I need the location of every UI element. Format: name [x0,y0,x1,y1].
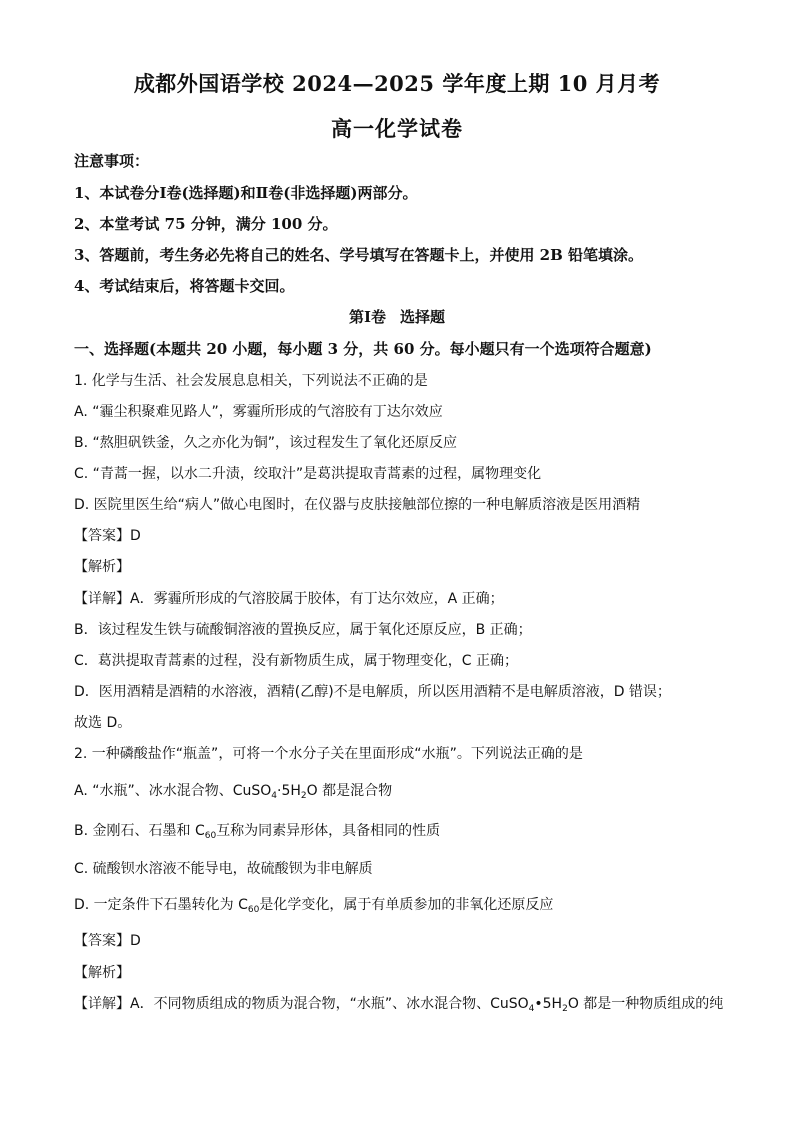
exam-title: 成都外国语学校 2024—2025 学年度上期 10 月月考 [133,71,661,96]
q2-detail-text-2: •5H [534,996,563,1012]
q2-option-d [74,894,734,914]
notice-item-1: 1、本试卷分Ⅰ卷(选择题)和Ⅱ卷(非选择题)两部分。 [74,184,418,202]
q1-analysis-label: 【解析】 [74,559,130,575]
q2-option-a-sub-1: 4 [271,791,278,801]
q2-option-a-text-3: O 都是混合物 [306,783,393,799]
q2-detail-sub-2: 2 [562,1004,568,1014]
q1-detail-b: B．该过程发生铁与硫酸铜溶液的置换反应，属于氧化还原反应，B 正确； [74,622,532,638]
notice-item-3: 3、答题前，考生务必先将自己的姓名、学号填写在答题卡上，并使用 2B 铅笔填涂。 [74,246,644,264]
section-label: 第Ⅰ卷 [348,308,386,326]
q2-detail-sub-1: 4 [528,1004,535,1014]
q2-option-d-sub: 60 [247,905,260,915]
section-instruction: 一、选择题(本题共 20 小题，每小题 3 分，共 60 分。每小题只有一个选项符合题意) [74,340,652,358]
q2-option-b-text-2: 互称为同素异形体，具备相同的性质 [216,823,441,839]
q2-option-a-text-2: ·5H [277,783,301,799]
q1-stem: 1. 化学与生活、社会发展息息相关，下列说法不正确的是 [74,373,428,389]
q1-option-d: D. 医院里医生给“病人”做心电图时，在仪器与皮肤接触部位擦的一种电解质溶液是医用酒精 [74,497,641,513]
q1-detail-c: C．葛洪提取青蒿素的过程，没有新物质生成，属于物理变化，C 正确； [74,653,518,669]
q2-option-d-text-1: D. 一定条件下石墨转化为 C [74,897,248,913]
notice-item-4: 4、考试结束后，将答题卡交回。 [74,277,295,295]
q2-option-a [74,780,734,800]
section-heading [0,306,794,327]
q1-answer: 【答案】D [74,528,141,544]
exam-subtitle: 高一化学试卷 [331,116,463,141]
q2-stem: 2. 一种磷酸盐作“瓶盖”，可将一个水分子关在里面形成“水瓶”。下列说法正确的是 [74,746,583,762]
q1-conclusion: 故选 D。 [74,715,132,731]
q2-option-a-sub-2: 2 [300,791,307,801]
q1-option-b: B. “熬胆矾铁釜，久之亦化为铜”，该过程发生了氧化还原反应 [74,435,458,451]
section-name: 选择题 [400,308,446,326]
q2-option-d-text-2: 是化学变化，属于有单质参加的非氧化还原反应 [259,897,554,913]
q1-option-c: C. “青蒿一握，以水二升渍，绞取汁”是葛洪提取青蒿素的过程，属物理变化 [74,466,542,482]
notice-heading: 注意事项： [74,152,150,170]
q1-detail-a: 【详解】A．雾霾所形成的气溶胶属于胶体，有丁达尔效应，A 正确； [74,591,504,607]
q2-answer: 【答案】D [74,933,141,949]
notice-item-2: 2、本堂考试 75 分钟，满分 100 分。 [74,215,338,233]
q2-option-b-sub: 60 [204,831,217,841]
q1-detail-d: D．医用酒精是酒精的水溶液，酒精(乙醇)不是电解质，所以医用酒精不是电解质溶液，D 错误； [74,684,671,700]
q2-option-a-text-1: A. “水瓶”、冰水混合物、CuSO [74,783,272,799]
q2-option-b [74,820,734,840]
q2-option-b-text-1: B. 金刚石、石墨和 C [74,823,205,839]
q2-detail-text-3: O 都是一种物质组成的纯 [567,996,724,1012]
q1-option-a: A. “霾尘积聚难见路人”，雾霾所形成的气溶胶有丁达尔效应 [74,404,443,420]
q2-detail-text-1: 【详解】A．不同物质组成的物质为混合物，“水瓶”、冰水混合物、CuSO [74,996,529,1012]
q2-detail-a [74,993,734,1013]
q2-option-c: C. 硫酸钡水溶液不能导电，故硫酸钡为非电解质 [74,861,373,877]
q2-analysis-label: 【解析】 [74,965,130,981]
